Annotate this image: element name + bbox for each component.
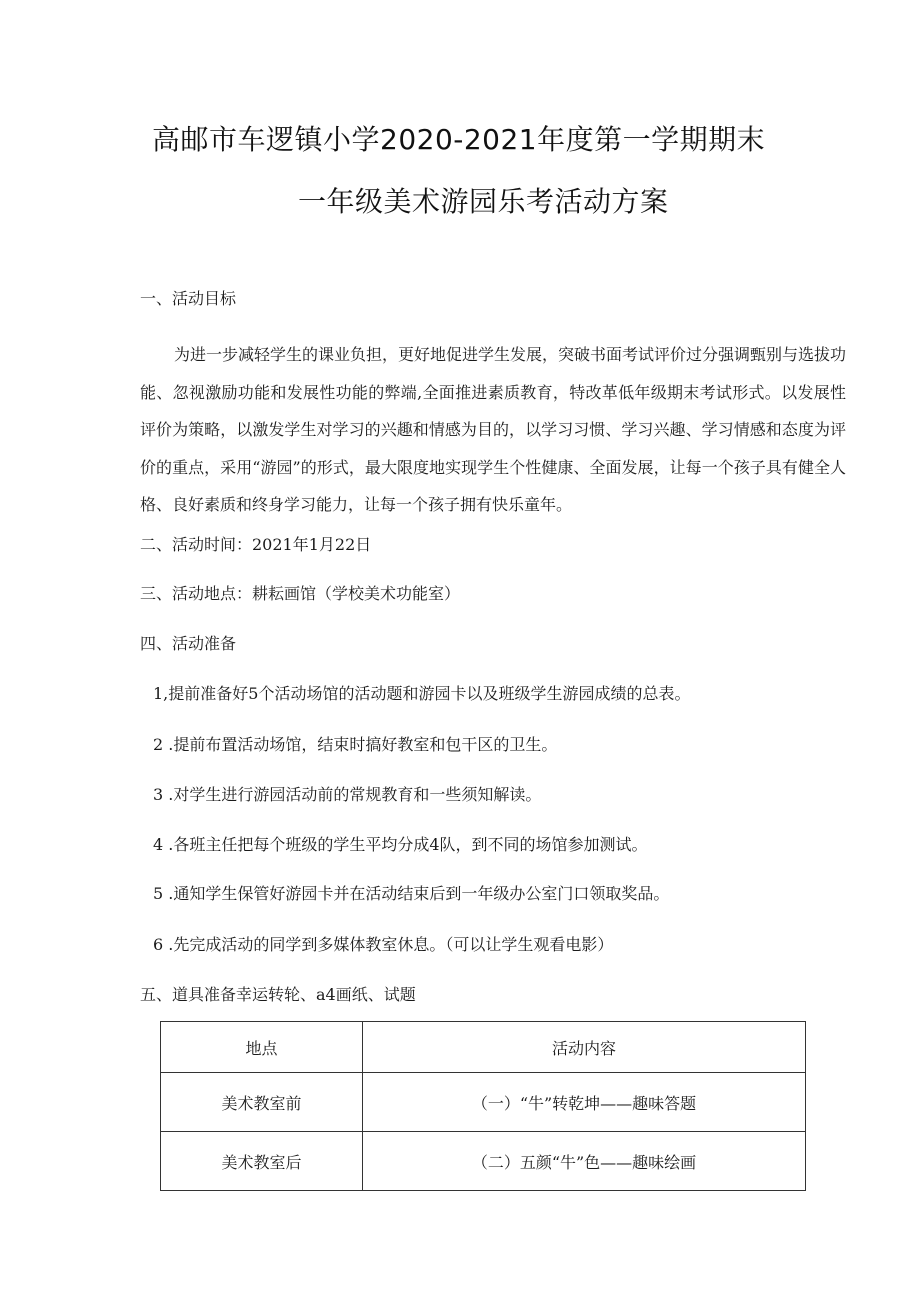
section-time: 二、活动时间：2021年1月22日 [140,535,372,554]
prep-item-3: 3 .对学生进行游园活动前的常规教育和一些须知解读。 [153,785,542,804]
section-goal-paragraph: 为进一步减轻学生的课业负担，更好地促进学生发展，突破书面考试评价过分强调甄别与选拔功能、忽视激励功能和发展性功能的弊端,全面推进素质教育，特改革低年级期末考试形式。以发展性评价为策略，以激发学生对学习的兴趣和情感为目的，以学习习惯、学习兴趣、学习情感和态度为评价的重点，采用“游园”的形式，最大限度地实现学生个性健康、全面发展，让每一个孩子具有健全人格、良好素质和终身学习能力，让每一个孩子拥有快乐童年。 [140,345,847,515]
table-row [161,1132,806,1191]
section-prep-heading: 四、活动准备 [140,634,237,653]
section-place: 三、活动地点：耕耘画馆（学校美术功能室） [140,584,461,603]
table-row [161,1073,806,1132]
section-props: 五、道具准备幸运转轮、a4画纸、试题 [140,985,416,1004]
prep-item-6: 6 .先完成活动的同学到多媒体教室休息。（可以让学生观看电影） [153,935,614,954]
table-header-content: 活动内容 [363,1022,806,1073]
document-title-line-2: 一年级美术游园乐考活动方案 [298,185,669,218]
table-cell-content: （一）“牛”转乾坤——趣味答题 [363,1073,806,1132]
prep-item-5: 5 .通知学生保管好游园卡并在活动结束后到一年级办公室门口领取奖品。 [153,884,670,903]
table-cell-location: 美术教室后 [161,1132,363,1191]
table-header-location: 地点 [161,1022,363,1073]
prep-item-1: 1,提前准备好5个活动场馆的活动题和游园卡以及班级学生游园成绩的总表。 [153,684,691,703]
table-header-row [161,1022,806,1073]
document-title-line-1: 高邮市车逻镇小学2020-2021年度第一学期期末 [152,123,766,156]
table-cell-content: （二）五颜“牛”色——趣味绘画 [363,1132,806,1191]
prep-item-2: 2 .提前布置活动场馆，结束时搞好教室和包干区的卫生。 [153,735,558,754]
table-cell-location: 美术教室前 [161,1073,363,1132]
section-goal-heading: 一、活动目标 [140,289,237,308]
prep-item-4: 4 .各班主任把每个班级的学生平均分成4队，到不同的场馆参加测试。 [153,835,648,854]
activity-table [160,1021,806,1191]
